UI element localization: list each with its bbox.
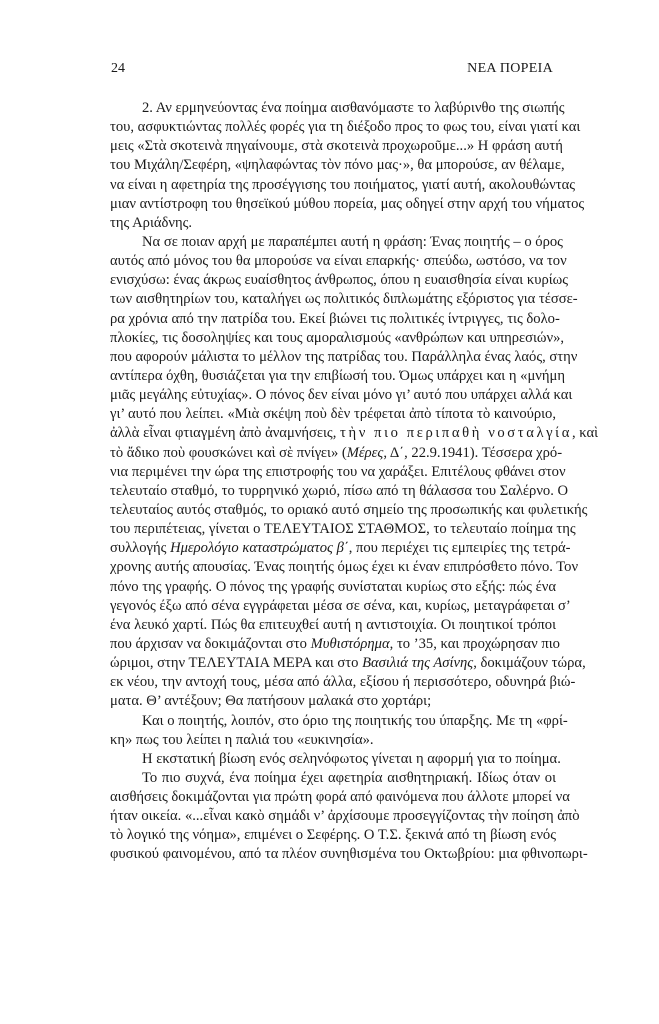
text-segment: του, ασφυκτιώντας πολλές φορές για τη διέξοδο προς το φως του, είναι γιατί και (110, 119, 581, 136)
text-line (110, 712, 568, 731)
italic-title: Βασιλιά της Ασίνης (362, 655, 474, 672)
text-segment: , Δ΄, 22.9.1941). Τέσσερα χρό- (383, 444, 563, 461)
text-line (110, 367, 565, 386)
text-line (110, 597, 571, 616)
text-segment: γεγονός έξω από σένα εγγράφεται μέσα σε σένα, και, κυρίως, μεταγράφεται σ’ (110, 597, 571, 614)
text-segment: ώριμοι, στην ΤΕΛΕΥΤΑΙΑ ΜΕΡΑ και στο (110, 655, 363, 672)
text-line (110, 310, 560, 329)
text-line (110, 386, 573, 405)
text-segment: ἀλλὰ εἶναι φτιαγμένη ἀπὸ ἀναμνήσεις, (110, 425, 341, 442)
text-line (110, 482, 569, 501)
text-line (110, 520, 576, 539)
text-segment: κη» πως του λείπει η παλιά του «ευκινησία». (110, 731, 374, 748)
text-segment: του περιπέτειας, γίνεται ο ΤΕΛΕΥΤΑΙΟΣ ΣΤΑΘΜΟΣ, το τελευταίο ποίημα της (110, 521, 576, 538)
text-line (110, 578, 556, 597)
text-line (110, 329, 565, 348)
running-header-title: ΝΕΑ ΠΟΡΕΙΑ (467, 61, 553, 76)
text-line (110, 348, 578, 367)
text-segment: , καὶ (571, 425, 599, 442)
text-line (110, 444, 563, 463)
text-line (110, 99, 565, 118)
page-number: 24 (111, 61, 125, 76)
text-segment: πόνο της γραφής. Ο πόνος της γραφής συνίσταται κυρίως στο εξής: πώς ένα (110, 578, 556, 595)
text-line (110, 692, 556, 711)
text-segment: νια περιμένει την ώρα της επιστροφής του να χαράξει. Επιτέλους φθάνει στον (110, 463, 566, 480)
text-segment: που αφορούν μάλιστα το μέλλον της πατρίδας του. Παράλληλα ένας λαός, στην (110, 348, 578, 365)
text-segment: 2. Αν ερμηνεύοντας ένα ποίημα αισθανόμαστε το λαβύρινθο της σιωπής (142, 100, 565, 116)
text-line (110, 214, 556, 233)
text-line (110, 137, 563, 156)
text-line (110, 290, 578, 309)
text-line (110, 673, 576, 692)
text-segment: Το πιο συχνά, ένα ποίημα έχει αφετηρία αισθητηριακή. Ιδίως όταν οι (142, 769, 556, 786)
text-segment: του Μιχάλη/Σεφέρη, «ψηλαφώντας τὸν πόνο μας·», θα μπορούσε, αν θέλαμε, (110, 157, 565, 174)
text-segment: των αισθητηρίων του, καταλήγει ως πολιτικός διπλωμάτης εξόριστος για τέσσε- (110, 291, 578, 308)
text-segment: μεις «Στὰ σκοτεινὰ πηγαίνουμε, στὰ σκοτεινὰ προχωροῦμε...» Η φράση αυτή (110, 138, 563, 155)
text-line (110, 539, 571, 558)
italic-title: Ημερολόγιο καταστρώματος β΄ (170, 540, 349, 557)
text-segment: πλοκίες, τις δοσοληψίες και τους αμοραλισμούς «ανθρώπων και υπηρεσιών», (110, 329, 565, 346)
text-line (110, 826, 556, 845)
spaced-quote: τὴν πιο περιπαθὴ νοσταλγία (340, 425, 572, 442)
text-segment: αισθήσεις δοκιμάζονται για πρώτη φορά από φαινόμενα που άλλοτε μπορεί να (110, 789, 570, 806)
text-segment: αντίπερα όχθη, θυσιάζεται για την επιβίωσή του. Όμως υπάρχει και η «μνήμη (110, 367, 565, 384)
text-segment: ρα χρόνια από την πατρίδα του. Εκεί βιώνει τις πολιτικές ίντριγγες, τις δολο- (110, 310, 560, 327)
text-segment: , δοκιμάζουν τώρα, (473, 655, 586, 672)
text-line (110, 788, 570, 807)
text-segment: , που περιέχει τις εμπειρίες της τετρά- (348, 540, 571, 557)
text-line (110, 424, 599, 443)
text-segment: ήταν οικεία. «...εἶναι κακὸ σημάδι ν’ ἀρχίσουμε προσεγγίζοντας τὴν ποίηση ἀπὸ (110, 808, 580, 825)
article-body (110, 99, 599, 865)
text-segment: συλλογής (110, 540, 171, 557)
text-line (110, 252, 567, 271)
text-segment: τὸ λογικό της νόημα», επιμένει ο Σεφέρης. Ο Τ.Σ. ξεκινά από τη βίωση ενός (110, 827, 556, 844)
text-line (110, 271, 569, 290)
text-segment: τὸ ἄδικο ποὺ φουσκώνει καὶ σὲ πνίγει» ( (110, 444, 347, 461)
text-segment: Να σε ποιαν αρχή με παραπέμπει αυτή η φράση: Ένας ποιητής – ο όρος (142, 233, 563, 250)
text-segment: ενισχύσω: ένας άκρως ευαίσθητος άνθρωπος, όπου η ευαισθησία είναι κυρίως (110, 272, 569, 289)
text-line (110, 405, 556, 424)
text-line (110, 750, 561, 769)
italic-title: Μυθιστόρημα (310, 635, 390, 652)
text-line (110, 176, 576, 195)
text-segment: αυτός από μόνος του θα μπορούσε να είναι επαρκής· σπεύδω, ωστόσο, να τον (110, 253, 567, 270)
text-segment: ένα λευκό χαρτί. Πώς θα επιτευχθεί αυτή η αντιστοιχία. Οι ποιητικοί τρόποι (110, 616, 556, 633)
text-segment: Και ο ποιητής, λοιπόν, στο όριο της ποιητικής του ύπαρξης. Με τη «φρί- (142, 712, 568, 729)
text-line (110, 654, 586, 673)
text-line (110, 118, 581, 137)
text-line (110, 195, 585, 214)
text-segment: που άρχισαν να δοκιμάζονται στο (110, 635, 311, 652)
text-line (110, 807, 580, 826)
text-line (110, 731, 556, 750)
text-segment: να είναι η αφετηρία της προσέγγισης του ποιήματος, γιατί αυτή, ακολουθώντας (110, 176, 576, 193)
text-segment: Η εκστατική βίωση ενός σεληνόφωτος γίνεται η αφορμή για το ποίημα. (142, 750, 561, 767)
text-segment: μιᾶς μεγάλης εὐτυχίας». Ο πόνος δεν είναι μόνο γι’ αυτό που υπάρχει αλλά και (110, 387, 573, 404)
text-segment: φυσικού φαινομένου, από τα πλέον συνηθισμένα του Οκτωβρίου: μια φθινοπωρι- (110, 846, 588, 863)
text-segment: της Αριάδνης. (110, 214, 193, 231)
text-segment: τελευταίος αυτός σταθμός, το οριακό αυτό σημείο της προσωπικής και φυλετικής (110, 501, 588, 518)
text-segment: χρονης αυτής απουσίας. Ένας ποιητής όμως έχει κι έναν επιπρόσθετο πόνο. Τον (110, 559, 579, 576)
text-line (110, 845, 588, 864)
italic-title: Μέρες (346, 444, 384, 461)
text-line (110, 616, 556, 635)
text-segment: , το ’35, και προχώρησαν πιο (389, 635, 560, 652)
text-line (110, 558, 579, 577)
text-segment: μιαν αντίστροφη του θησεϊκού μύθου πορεία, μας οδηγεί στην αρχή του νήματος (110, 195, 585, 212)
text-segment: εκ νέου, την αντοχή τους, μέσα από άλλα, εξίσου ή περισσότερο, οδυνηρά βιώ- (110, 674, 576, 691)
text-line (110, 156, 565, 175)
text-segment: γι’ αυτό που λείπει. «Μιὰ σκέψη ποὺ δὲν τρέφεται ἀπὸ τίποτα τὸ καινούριο, (110, 406, 556, 423)
text-segment: ματα. Θ’ αντέξουν; Θα πατήσουν μαλακά στο χορτάρι; (110, 693, 432, 710)
text-line (110, 769, 556, 788)
text-line (110, 501, 588, 520)
text-line (110, 233, 563, 252)
text-line (110, 463, 566, 482)
text-line (110, 635, 560, 654)
text-segment: τελευταίο σταθμό, το τυρρηνικό χωριό, πίσω από τη θάλασσα του Σαλέρνο. Ο (110, 482, 569, 499)
